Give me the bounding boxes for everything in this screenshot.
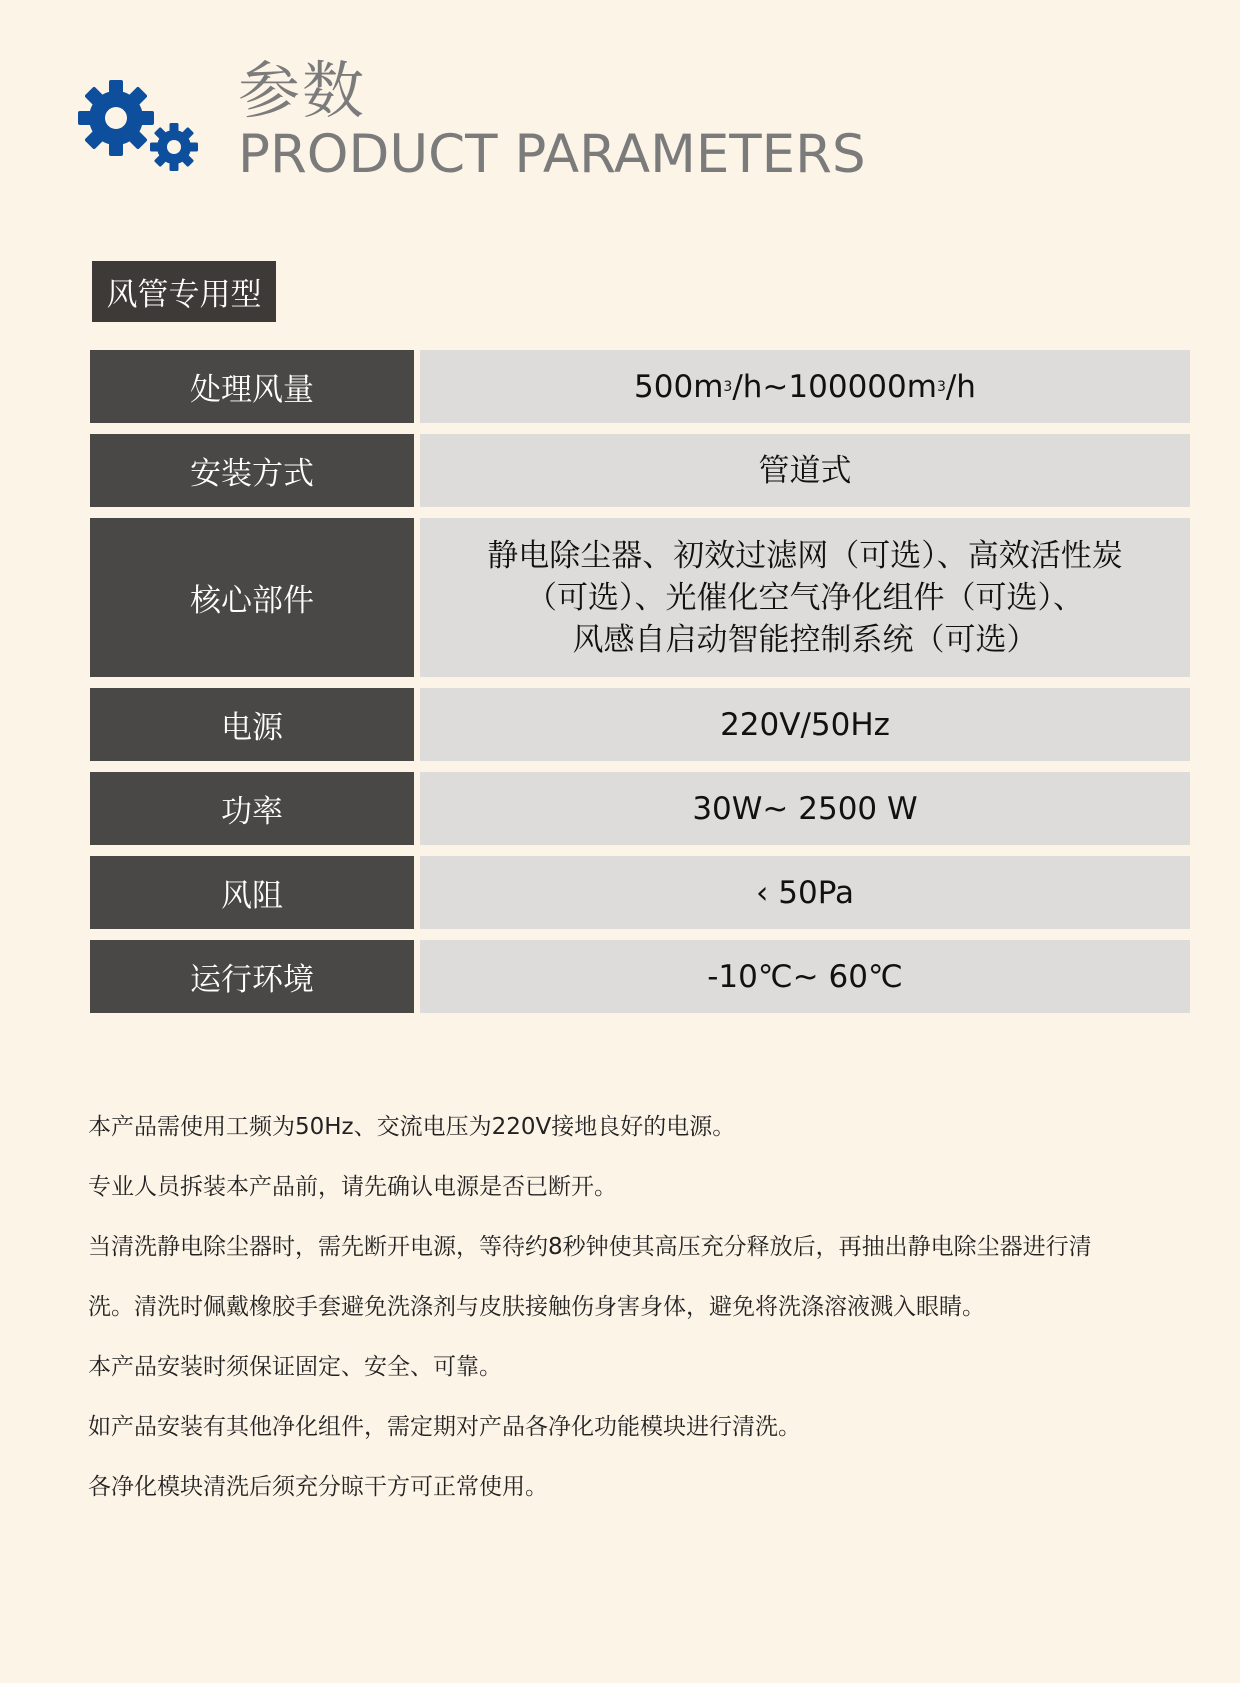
spec-value-part: 500m [634,368,724,405]
page-title-en: PRODUCT PARAMETERS [238,124,866,185]
spec-row-resistance [90,856,1190,929]
spec-value: -10℃~ 60℃ [420,940,1190,1013]
spec-value-line: 风感自启动智能控制系统（可选） [572,621,1038,658]
spec-label: 风阻 [90,856,414,929]
page-title-cn: 参数 [238,54,367,127]
note-line: 洗。清洗时佩戴橡胶手套避免洗涤剂与皮肤接触伤身害身体，避免将洗涤溶液溅入眼睛。 [88,1294,985,1320]
note-line: 当清洗静电除尘器时，需先断开电源，等待约8秒钟使其高压充分释放后，再抽出静电除尘器进行清 [88,1234,1092,1260]
spec-label: 运行环境 [90,940,414,1013]
spec-row-environment [90,940,1190,1013]
spec-label: 电源 [90,688,414,761]
spec-value: 30W~ 2500 W [420,772,1190,845]
note-line: 本产品安装时须保证固定、安全、可靠。 [88,1354,502,1380]
note-line: 如产品安装有其他净化组件，需定期对产品各净化功能模块进行清洗。 [88,1414,801,1440]
gears-icon [78,80,203,180]
spec-value-line: 静电除尘器、初效过滤网（可选）、高效活性炭 [487,537,1123,574]
note-line: 本产品需使用工频为50Hz、交流电压为220V接地良好的电源。 [88,1114,736,1140]
spec-value [420,518,1190,677]
spec-row-power-supply [90,688,1190,761]
spec-row-airflow [90,350,1190,423]
spec-value-part: /h~100000m [732,368,937,405]
spec-table [90,350,1190,1024]
spec-row-components [90,518,1190,677]
spec-value-line: （可选）、光催化空气净化组件（可选）、 [526,579,1084,616]
note-line: 各净化模块清洗后须充分晾干方可正常使用。 [88,1474,548,1500]
spec-label: 核心部件 [90,518,414,677]
usage-notes [88,1097,1208,1517]
spec-row-power [90,772,1190,845]
spec-label: 功率 [90,772,414,845]
spec-value: 220V/50Hz [420,688,1190,761]
spec-value: 管道式 [420,434,1190,507]
model-tag: 风管专用型 [92,261,276,322]
spec-row-install [90,434,1190,507]
spec-value-part: /h [945,368,976,405]
spec-value-sup: 3 [936,378,946,395]
note-line: 专业人员拆装本产品前，请先确认电源是否已断开。 [88,1174,617,1200]
spec-label: 安装方式 [90,434,414,507]
spec-value: ‹ 50Pa [420,856,1190,929]
spec-value-sup: 3 [723,378,733,395]
spec-label: 处理风量 [90,350,414,423]
spec-value [420,350,1190,423]
